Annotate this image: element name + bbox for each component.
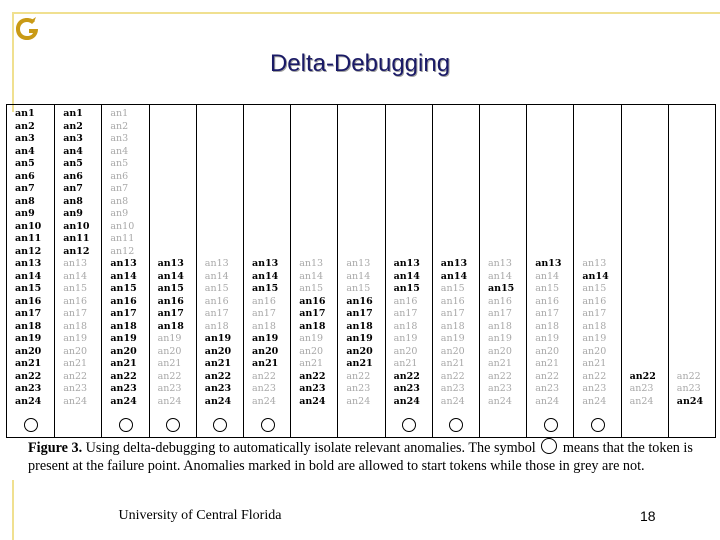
token: an24 bbox=[440, 395, 465, 407]
token: an10 bbox=[15, 220, 42, 232]
token: an17 bbox=[15, 308, 42, 319]
token: an14 bbox=[346, 270, 371, 282]
token: an15 bbox=[440, 283, 465, 294]
figure-column-15 bbox=[668, 105, 716, 437]
footer-institution: University of Central Florida bbox=[118, 508, 282, 523]
figure-column-11 bbox=[479, 105, 527, 437]
token: an19 bbox=[252, 333, 279, 344]
failure-point-circle-icon bbox=[449, 418, 463, 432]
token: an16 bbox=[488, 295, 512, 307]
token: an14 bbox=[157, 270, 184, 282]
token: an19 bbox=[204, 333, 232, 344]
token: an22 bbox=[488, 370, 512, 382]
token: an9 bbox=[63, 208, 83, 219]
token: an22 bbox=[15, 370, 42, 382]
token: an18 bbox=[157, 320, 184, 332]
token: an6 bbox=[110, 170, 129, 182]
token: an16 bbox=[157, 295, 184, 307]
token: an23 bbox=[582, 383, 607, 394]
token: an17 bbox=[252, 308, 276, 319]
token: an24 bbox=[157, 395, 182, 407]
token: an18 bbox=[110, 320, 137, 332]
token: an18 bbox=[252, 320, 276, 332]
token: an8 bbox=[110, 195, 129, 207]
token: an21 bbox=[63, 358, 88, 369]
token: an13 bbox=[252, 258, 279, 269]
token: an16 bbox=[440, 295, 465, 307]
token: an11 bbox=[110, 233, 135, 244]
token: an16 bbox=[15, 295, 42, 307]
token: an5 bbox=[63, 158, 83, 169]
token: an23 bbox=[676, 383, 701, 394]
token: an14 bbox=[393, 270, 420, 282]
token: an20 bbox=[535, 345, 560, 357]
token: an19 bbox=[346, 333, 373, 344]
token: an21 bbox=[488, 358, 512, 369]
token: an10 bbox=[110, 220, 135, 232]
caption-text-1: Using delta-debugging to automatically isolate relevant anomalies. The symbol bbox=[82, 440, 536, 456]
token: an13 bbox=[204, 258, 229, 269]
token: an16 bbox=[252, 295, 276, 307]
token: an24 bbox=[299, 395, 326, 407]
figure-column-7 bbox=[290, 105, 338, 437]
token: an23 bbox=[299, 383, 326, 394]
token: an13 bbox=[110, 258, 137, 269]
token: an14 bbox=[252, 270, 279, 282]
token: an17 bbox=[582, 308, 607, 319]
token: an13 bbox=[393, 258, 420, 269]
caption-text-2: means that the token is present at the failure point. Anomalies marked in bold are allowed to start tokens while those in grey are not. bbox=[28, 440, 693, 474]
token: an3 bbox=[110, 133, 129, 144]
token: an13 bbox=[346, 258, 371, 269]
token: an16 bbox=[204, 295, 229, 307]
token: an19 bbox=[157, 333, 182, 344]
token: an12 bbox=[15, 245, 42, 257]
token: an15 bbox=[582, 283, 607, 294]
token: an22 bbox=[110, 370, 137, 382]
token: an22 bbox=[676, 370, 701, 382]
token: an3 bbox=[63, 133, 83, 144]
token: an19 bbox=[63, 333, 88, 344]
token: an16 bbox=[63, 295, 88, 307]
token: an1 bbox=[63, 108, 83, 119]
token: an23 bbox=[535, 383, 560, 394]
token: an21 bbox=[440, 358, 465, 369]
token: an16 bbox=[535, 295, 560, 307]
figure-column-5 bbox=[196, 105, 244, 437]
token: an7 bbox=[63, 183, 83, 194]
token: an15 bbox=[157, 283, 184, 294]
failure-point-circle-icon bbox=[166, 418, 180, 432]
failure-point-circle-icon bbox=[591, 418, 605, 432]
token: an4 bbox=[63, 145, 83, 157]
page-number: 18 bbox=[640, 508, 656, 524]
token: an21 bbox=[15, 358, 42, 369]
token: an16 bbox=[110, 295, 137, 307]
token: an18 bbox=[204, 320, 229, 332]
token: an24 bbox=[393, 395, 420, 407]
failure-point-circle-icon bbox=[544, 418, 558, 432]
token: an18 bbox=[15, 320, 42, 332]
token: an15 bbox=[63, 283, 88, 294]
failure-point-circle-icon bbox=[541, 438, 557, 454]
token: an23 bbox=[440, 383, 465, 394]
caption-label: Figure 3. bbox=[28, 440, 83, 456]
token: an16 bbox=[393, 295, 418, 307]
token: an22 bbox=[63, 370, 88, 382]
token: an21 bbox=[535, 358, 560, 369]
token: an14 bbox=[582, 270, 609, 282]
token: an12 bbox=[63, 245, 90, 257]
token: an10 bbox=[63, 220, 90, 232]
token: an4 bbox=[15, 145, 35, 157]
ucf-pegasus-logo bbox=[14, 16, 40, 42]
slide-title: Delta-Debugging bbox=[269, 50, 451, 77]
token: an19 bbox=[535, 333, 560, 344]
token: an15 bbox=[393, 283, 420, 294]
token: an6 bbox=[63, 170, 83, 182]
figure-column-4 bbox=[149, 105, 197, 437]
token: an17 bbox=[535, 308, 560, 319]
token: an23 bbox=[629, 383, 654, 394]
token: an18 bbox=[393, 320, 418, 332]
token: an20 bbox=[204, 345, 232, 357]
figure-caption bbox=[28, 438, 718, 475]
token: an15 bbox=[252, 283, 279, 294]
token: an11 bbox=[63, 233, 90, 244]
token: an17 bbox=[110, 308, 137, 319]
token: an18 bbox=[582, 320, 607, 332]
token: an17 bbox=[346, 308, 373, 319]
token: an21 bbox=[346, 358, 373, 369]
token: an22 bbox=[157, 370, 182, 382]
token: an24 bbox=[204, 395, 232, 407]
delta-debugging-figure bbox=[6, 104, 716, 438]
token: an20 bbox=[299, 345, 324, 357]
figure-column-1 bbox=[7, 105, 54, 437]
token: an18 bbox=[488, 320, 512, 332]
token: an24 bbox=[629, 395, 654, 407]
token: an23 bbox=[346, 383, 371, 394]
token: an19 bbox=[440, 333, 465, 344]
token: an16 bbox=[582, 295, 607, 307]
token: an5 bbox=[15, 158, 35, 169]
token: an14 bbox=[15, 270, 42, 282]
token: an24 bbox=[252, 395, 276, 407]
token: an12 bbox=[110, 245, 135, 257]
token: an9 bbox=[110, 208, 129, 219]
failure-point-circle-icon bbox=[24, 418, 38, 432]
token: an23 bbox=[393, 383, 420, 394]
token: an22 bbox=[440, 370, 465, 382]
token: an8 bbox=[63, 195, 83, 207]
token: an3 bbox=[15, 133, 35, 144]
token: an24 bbox=[63, 395, 88, 407]
token: an13 bbox=[582, 258, 607, 269]
failure-point-circle-icon bbox=[402, 418, 416, 432]
token: an17 bbox=[157, 308, 184, 319]
token: an20 bbox=[440, 345, 465, 357]
token: an24 bbox=[15, 395, 42, 407]
token: an13 bbox=[440, 258, 468, 269]
token: an22 bbox=[629, 370, 656, 382]
token: an16 bbox=[346, 295, 373, 307]
token: an24 bbox=[488, 395, 512, 407]
token: an14 bbox=[110, 270, 137, 282]
token: an22 bbox=[393, 370, 420, 382]
token: an23 bbox=[488, 383, 512, 394]
token: an14 bbox=[440, 270, 468, 282]
token: an17 bbox=[63, 308, 88, 319]
token: an20 bbox=[582, 345, 607, 357]
token: an1 bbox=[15, 108, 35, 119]
token: an18 bbox=[63, 320, 88, 332]
token: an21 bbox=[582, 358, 607, 369]
token: an20 bbox=[157, 345, 182, 357]
token: an17 bbox=[488, 308, 512, 319]
token: an20 bbox=[110, 345, 137, 357]
token: an13 bbox=[63, 258, 88, 269]
token: an15 bbox=[299, 283, 324, 294]
token: an13 bbox=[299, 258, 324, 269]
token: an14 bbox=[488, 270, 512, 282]
token: an22 bbox=[204, 370, 232, 382]
token: an22 bbox=[252, 370, 276, 382]
token: an20 bbox=[15, 345, 42, 357]
token: an18 bbox=[535, 320, 560, 332]
token: an22 bbox=[346, 370, 371, 382]
token: an17 bbox=[204, 308, 229, 319]
token: an19 bbox=[110, 333, 137, 344]
figure-column-2 bbox=[54, 105, 102, 437]
token: an20 bbox=[393, 345, 418, 357]
token: an14 bbox=[535, 270, 560, 282]
token: an14 bbox=[63, 270, 88, 282]
token: an16 bbox=[299, 295, 326, 307]
token: an15 bbox=[346, 283, 371, 294]
token: an11 bbox=[15, 233, 42, 244]
token: an19 bbox=[488, 333, 512, 344]
figure-column-3 bbox=[101, 105, 149, 437]
token: an19 bbox=[393, 333, 418, 344]
token: an1 bbox=[110, 108, 129, 119]
token: an14 bbox=[299, 270, 324, 282]
token: an18 bbox=[299, 320, 326, 332]
figure-column-14 bbox=[621, 105, 669, 437]
token: an18 bbox=[440, 320, 465, 332]
token: an7 bbox=[110, 183, 129, 194]
token: an6 bbox=[15, 170, 35, 182]
token: an24 bbox=[110, 395, 137, 407]
failure-point-circle-icon bbox=[261, 418, 275, 432]
token: an13 bbox=[15, 258, 42, 269]
token: an15 bbox=[488, 283, 515, 294]
token: an17 bbox=[440, 308, 465, 319]
token: an23 bbox=[204, 383, 232, 394]
token: an19 bbox=[15, 333, 42, 344]
token: an21 bbox=[157, 358, 182, 369]
token: an13 bbox=[488, 258, 512, 269]
failure-point-circle-icon bbox=[119, 418, 133, 432]
figure-column-6 bbox=[243, 105, 291, 437]
token: an2 bbox=[63, 120, 83, 132]
token: an23 bbox=[15, 383, 42, 394]
token: an17 bbox=[393, 308, 418, 319]
figure-column-8 bbox=[337, 105, 385, 437]
token: an23 bbox=[110, 383, 137, 394]
token: an19 bbox=[582, 333, 607, 344]
figure-column-13 bbox=[573, 105, 621, 437]
token: an23 bbox=[252, 383, 276, 394]
token: an15 bbox=[110, 283, 137, 294]
token: an17 bbox=[299, 308, 326, 319]
token: an24 bbox=[582, 395, 607, 407]
token: an21 bbox=[252, 358, 279, 369]
token: an15 bbox=[204, 283, 229, 294]
token: an15 bbox=[535, 283, 560, 294]
token: an22 bbox=[299, 370, 326, 382]
failure-point-circle-icon bbox=[213, 418, 227, 432]
figure-column-12 bbox=[526, 105, 574, 437]
token: an4 bbox=[110, 145, 129, 157]
token: an15 bbox=[15, 283, 42, 294]
token: an18 bbox=[346, 320, 373, 332]
token: an5 bbox=[110, 158, 129, 169]
token: an9 bbox=[15, 208, 35, 219]
token: an14 bbox=[204, 270, 229, 282]
token: an8 bbox=[15, 195, 35, 207]
token: an13 bbox=[535, 258, 562, 269]
token: an23 bbox=[63, 383, 88, 394]
figure-column-9 bbox=[385, 105, 433, 437]
token: an22 bbox=[582, 370, 607, 382]
slide-frame-top bbox=[14, 12, 720, 14]
token: an21 bbox=[204, 358, 232, 369]
token: an24 bbox=[346, 395, 371, 407]
token: an21 bbox=[393, 358, 418, 369]
token: an20 bbox=[63, 345, 88, 357]
token: an13 bbox=[157, 258, 184, 269]
token: an22 bbox=[535, 370, 560, 382]
token: an7 bbox=[15, 183, 35, 194]
token: an2 bbox=[110, 120, 129, 132]
token: an2 bbox=[15, 120, 35, 132]
token: an20 bbox=[488, 345, 512, 357]
token: an24 bbox=[676, 395, 704, 407]
token: an21 bbox=[299, 358, 324, 369]
token: an20 bbox=[346, 345, 373, 357]
token: an20 bbox=[252, 345, 279, 357]
figure-column-10 bbox=[432, 105, 480, 437]
token: an21 bbox=[110, 358, 137, 369]
token: an24 bbox=[535, 395, 560, 407]
token: an23 bbox=[157, 383, 182, 394]
token: an19 bbox=[299, 333, 324, 344]
